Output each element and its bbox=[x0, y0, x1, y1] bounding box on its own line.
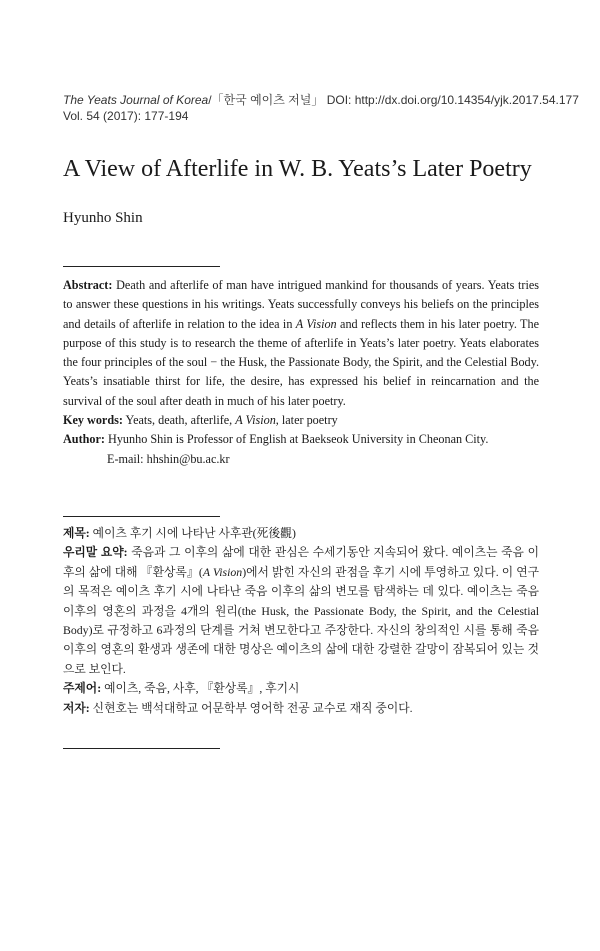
abstract-text-1: Death and afterlife of man have intrigued mankind for thousands of years. Yeats tries to answer these questions in his writings. Yeats successfully conveys his beliefs on the principles and details of afterlife in relation to the idea in bbox=[63, 278, 539, 331]
keywords-paragraph bbox=[63, 411, 539, 430]
korean-title-label: 제목: bbox=[63, 526, 90, 540]
korean-summary-paragraph bbox=[63, 543, 539, 679]
abstract-paragraph bbox=[63, 276, 539, 411]
keywords-text-1: Yeats, death, afterlife, bbox=[122, 413, 236, 428]
keywords-text-2: , later poetry bbox=[275, 413, 338, 428]
korean-keywords-paragraph bbox=[63, 679, 539, 698]
abstract-section bbox=[63, 276, 539, 469]
korean-summary-text-1: 죽음과 그 이후의 삶에 대한 관심은 수세기동안 지속되어 왔다. 예이츠는 죽음 이후의 삶에 대해 『환상록』( bbox=[63, 545, 539, 579]
journal-name: The Yeats Journal of Korea bbox=[63, 93, 209, 107]
korean-author-text: 신현호는 백석대학교 어문학부 영어학 전공 교수로 재직 중이다. bbox=[89, 700, 413, 715]
author-email: E-mail: hhshin@bu.ac.kr bbox=[107, 451, 230, 466]
journal-header bbox=[63, 92, 579, 124]
abstract-text-2: and reflects them in his later poetry. The purpose of this study is to research the theme of afterlife in Yeats’s later poetry. Yeats elaborates the four principles of the soul − the Husk, the Passionate Body, the Spirit, and the Celestial Body. Yeats’s insatiable thirst for life, the desire, has expressed his belief in reincarnation and the survival of the soul after death in much of his later poetry. bbox=[63, 316, 540, 408]
korean-keywords-text: 예이츠, 죽음, 사후, 『환상록』, 후기시 bbox=[101, 681, 300, 696]
author-paragraph bbox=[63, 430, 539, 449]
author-text: Hyunho Shin is Professor of English at Baekseok University in Cheonan City. bbox=[104, 432, 489, 447]
korean-title-paragraph bbox=[63, 524, 539, 543]
keywords-vision: A Vision bbox=[235, 413, 276, 428]
paper-title: A View of Afterlife in W. B. Yeats’s Later Poetry bbox=[63, 156, 532, 182]
korean-author-label: 저자: bbox=[63, 700, 90, 715]
abstract-label: Abstract: bbox=[63, 278, 113, 292]
journal-citation-line bbox=[63, 92, 579, 108]
divider-top bbox=[63, 266, 220, 267]
journal-doi: /「한국 예이츠 저널」 DOI: http://dx.doi.org/10.14354/yjk.2017.54.177 bbox=[208, 93, 579, 107]
korean-summary-label: 우리말 요약: bbox=[63, 545, 128, 560]
korean-section bbox=[63, 524, 539, 718]
korean-author-paragraph bbox=[63, 699, 539, 718]
divider-bottom bbox=[63, 748, 220, 749]
divider-middle bbox=[63, 516, 220, 517]
journal-volume-line: Vol. 54 (2017): 177-194 bbox=[63, 109, 189, 123]
korean-keywords-label: 주제어: bbox=[63, 681, 102, 696]
abstract-vision: A Vision bbox=[295, 316, 337, 331]
korean-summary-text-2: )에서 밝힌 자신의 관점을 후기 시에 투영하고 있다. 이 연구의 목적은 예이츠 후기 시에 나타난 죽음 이후의 삶의 변모를 탐색하는 데 있다. 예이츠는 죽음 이후의 영혼의 과정을 4개의 원리(the Husk, the Passionate Body, the Spirit, and the Celestial Body)로 규정하고 6과정의 단계를 거쳐 변모한다고 주장한다. 자신의 창의적인 시를 통해 죽음 이후의 영혼의 환생과 생존에 대한 명상은 예이츠의 삶에 대한 강렬한 갈망이 잠복되어 있는 것으로 보인다. bbox=[63, 564, 540, 676]
korean-title-text: 예이츠 후기 시에 나타난 사후관(死後觀) bbox=[89, 526, 296, 540]
keywords-label: Key words: bbox=[63, 413, 123, 428]
korean-summary-vision: A Vision bbox=[202, 564, 243, 579]
author-label: Author: bbox=[63, 432, 105, 447]
paper-author: Hyunho Shin bbox=[63, 210, 143, 226]
